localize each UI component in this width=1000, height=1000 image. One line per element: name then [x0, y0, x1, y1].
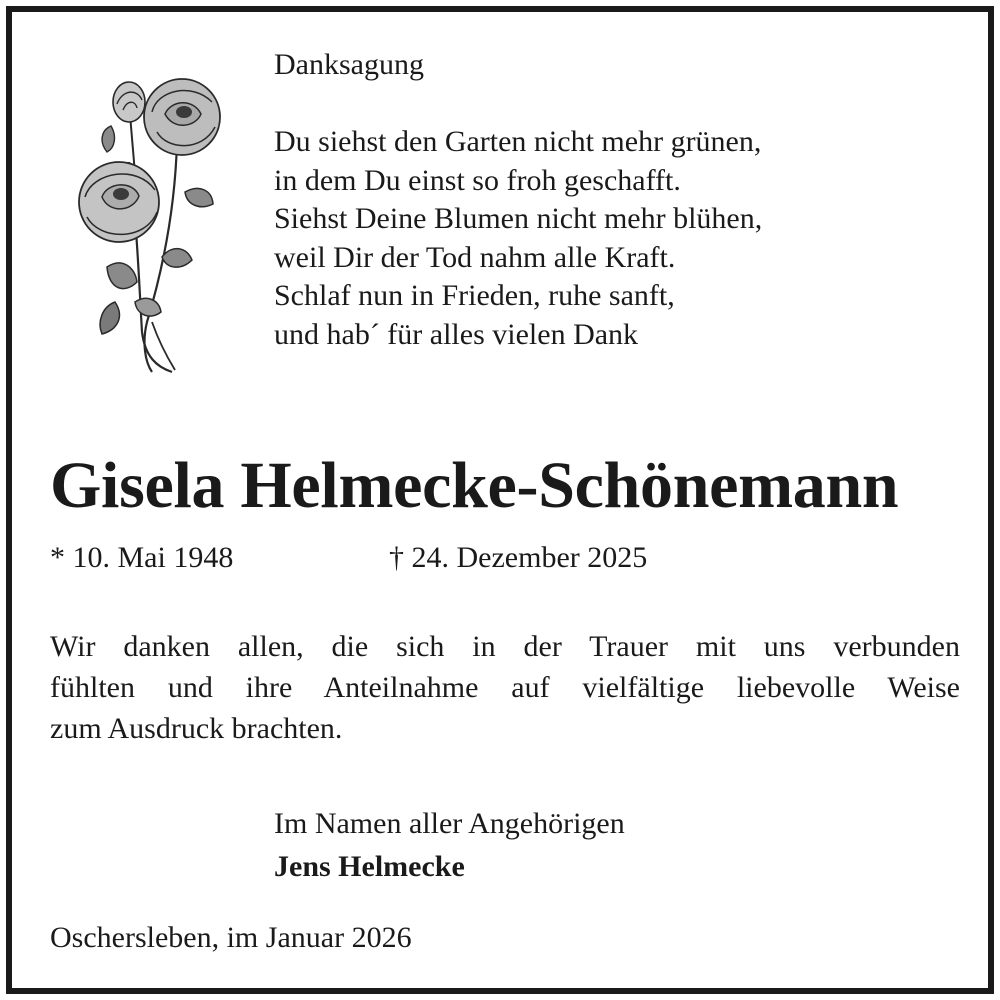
notice-heading: Danksagung [274, 48, 424, 81]
birth-date: * 10. Mai 1948 [50, 541, 234, 574]
poem-line: in dem Du einst so froh geschafft. [274, 163, 681, 197]
roses-illustration-icon [67, 72, 242, 377]
poem [274, 46, 954, 354]
thanks-line: fühlten und ihre Anteilnahme auf vielfältige liebevolle Weise [50, 671, 960, 704]
notice-frame [6, 6, 994, 994]
thanks-text [50, 626, 960, 749]
signer-name: Jens Helmecke [274, 850, 465, 883]
poem-line: und hab´ für alles vielen Dank [274, 317, 639, 351]
thanks-line: zum Ausdruck brachten. [50, 712, 343, 745]
place-date: Oschersleben, im Januar 2026 [50, 921, 412, 954]
poem-line: Siehst Deine Blumen nicht mehr blühen, [274, 202, 763, 235]
poem-line: weil Dir der Tod nahm alle Kraft. [274, 240, 676, 274]
poem-line: Du siehst den Garten nicht mehr grünen, [274, 125, 762, 158]
signature-block [274, 802, 625, 888]
on-behalf-text: Im Namen aller Angehörigen [274, 807, 625, 840]
deceased-name: Gisela Helmecke-Schönemann [50, 449, 899, 522]
poem-line: Schlaf nun in Frieden, ruhe sanft, [274, 279, 675, 312]
thanks-line: Wir danken allen, die sich in der Trauer mit uns verbunden [50, 630, 960, 663]
death-date: † 24. Dezember 2025 [389, 541, 648, 574]
